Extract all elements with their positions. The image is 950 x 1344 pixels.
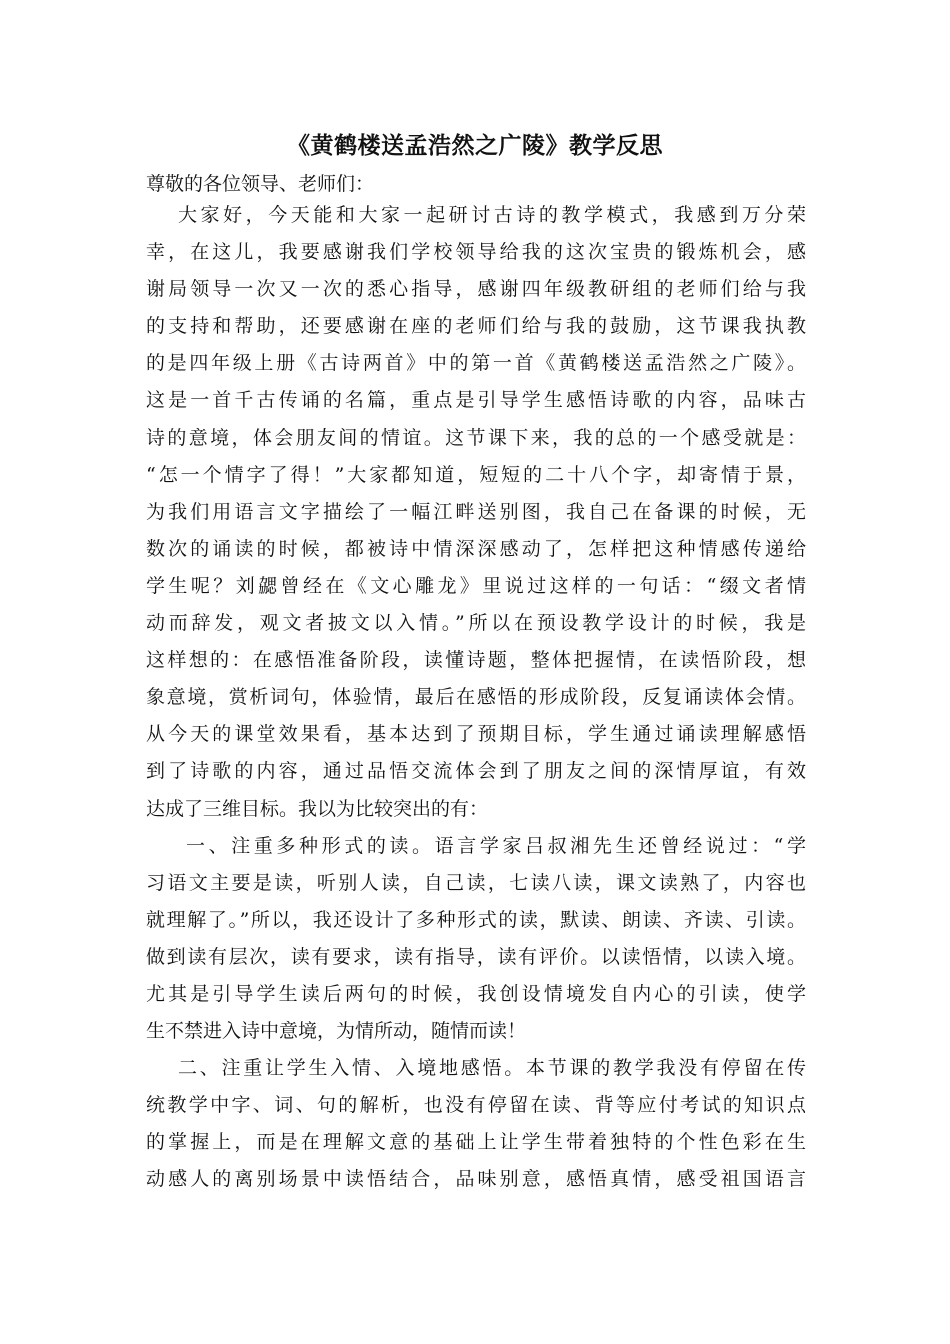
body-line: 动而辞发，观文者披文以入情。”所以在预设教学设计的时候，我是: [146, 612, 806, 635]
body-line: 诗的意境，体会朋友间的情谊。这节课下来，我的总的一个感受就是：: [146, 426, 806, 449]
body-line: 象意境，赏析词句，体验情，最后在感悟的形成阶段，反复诵读体会情。: [146, 686, 806, 709]
body-line: 谢局领导一次又一次的悉心指导，感谢四年级教研组的老师们给与我: [146, 278, 806, 301]
body-line: 从今天的课堂效果看，基本达到了预期目标，学生通过诵读理解感悟: [146, 723, 806, 746]
body-line: 的是四年级上册《古诗两首》中的第一首《黄鹤楼送孟浩然之广陵》。: [146, 352, 806, 375]
greeting-line: 尊敬的各位领导、老师们：: [146, 173, 375, 195]
document-body: [146, 172, 806, 1199]
body-line: 达成了三维目标。我以为比较突出的有：: [146, 797, 489, 820]
body-line: 统教学中字、词、句的解析，也没有停留在读、背等应付考试的知识点: [146, 1094, 806, 1117]
document-title: 《黄鹤楼送孟浩然之广陵》教学反思: [287, 133, 663, 159]
body-line: 做到读有层次，读有要求，读有指导，读有评价。以读悟情，以读入境。: [146, 945, 806, 968]
body-line: 生不禁进入诗中意境，为情所动，随情而读！: [146, 1020, 527, 1043]
body-line: 数次的诵读的时候，都被诗中情深深感动了，怎样把这种情感传递给: [146, 537, 806, 560]
body-line: 为我们用语言文字描绘了一幅江畔送别图，我自己在备课的时候，无: [146, 500, 806, 523]
body-line: 这是一首千古传诵的名篇，重点是引导学生感悟诗歌的内容，品味古: [146, 389, 806, 412]
body-line: 一、注重多种形式的读。语言学家吕叔湘先生还曾经说过：“学: [186, 834, 806, 857]
body-line: 大家好，今天能和大家一起研讨古诗的教学模式，我感到万分荣: [178, 204, 806, 226]
body-line: 的支持和帮助，还要感谢在座的老师们给与我的鼓励，这节课我执教: [146, 315, 806, 338]
body-line: 二、注重让学生入情、入境地感悟。本节课的教学我没有停留在传: [178, 1057, 806, 1080]
body-line: 习语文主要是读，听别人读，自己读，七读八读，课文读熟了，内容也: [146, 871, 806, 894]
body-line: “怎一个情字了得！”大家都知道，短短的二十八个字，却寄情于景，: [146, 463, 806, 486]
body-line: 的掌握上，而是在理解文意的基础上让学生带着独特的个性色彩在生: [146, 1131, 806, 1154]
body-line: 幸，在这儿，我要感谢我们学校领导给我的这次宝贵的锻炼机会，感: [146, 241, 806, 264]
body-line: 就理解了。”所以，我还设计了多种形式的读，默读、朗读、齐读、引读。: [146, 908, 806, 931]
body-line: 这样想的：在感悟准备阶段，读懂诗题，整体把握情，在读悟阶段，想: [146, 649, 806, 672]
body-line: 尤其是引导学生读后两句的时候，我创设情境发自内心的引读，使学: [146, 982, 806, 1005]
body-line: 学生呢？刘勰曾经在《文心雕龙》里说过这样的一句话：“缀文者情: [146, 574, 806, 597]
body-line: 动感人的离别场景中读悟结合，品味别意，感悟真情，感受祖国语言: [146, 1168, 806, 1191]
body-line: 到了诗歌的内容，通过品悟交流体会到了朋友之间的深情厚谊，有效: [146, 760, 806, 783]
